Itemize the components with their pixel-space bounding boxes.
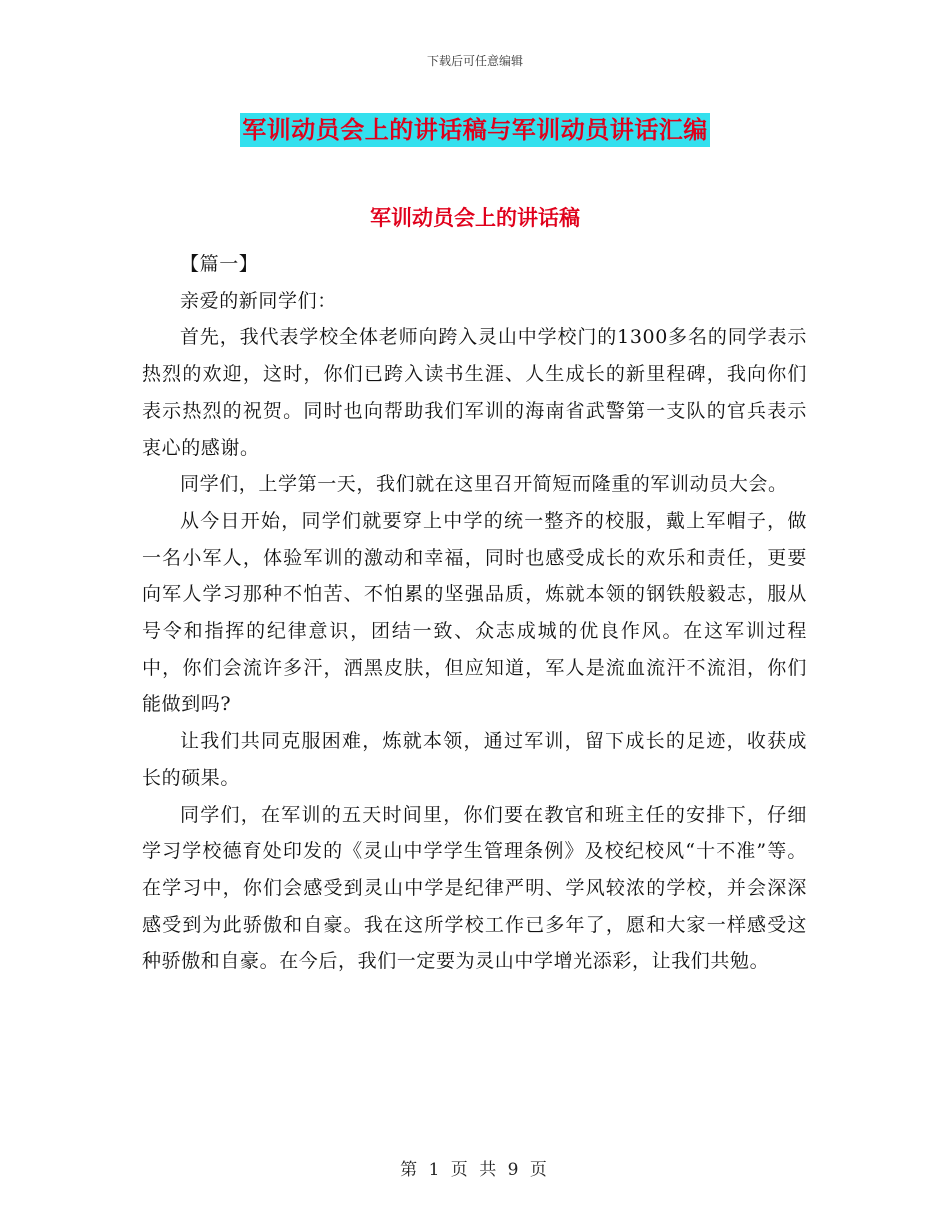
- page-indicator: 第 1 页 共 9 页: [400, 1160, 550, 1180]
- paragraph: 从今日开始，同学们就要穿上中学的统一整齐的校服，戴上军帽子，做一名小军人，体验军训的激动和幸福，同时也感受成长的欢乐和责任，更要向军人学习那种不怕苦、不怕累的坚强品质，炼就本领的钢铁般毅志，服从号令和指挥的纪律意识，团结一致、众志成城的优良作风。在这军训过程中，你们会流许多汗，洒黑皮肤，但应知道，军人是流血流汗不流泪，你们能做到吗?: [142, 509, 807, 716]
- paragraph: 首先，我代表学校全体老师向跨入灵山中学校门的1300多名的同学表示热烈的欢迎，这时，你们已跨入读书生涯、人生成长的新里程碑，我向你们表示热烈的祝贺。同时也向帮助我们军训的海南省武警第一支队的官兵表示衷心的感谢。: [142, 326, 807, 459]
- paragraph: 同学们，在军训的五天时间里，你们要在教官和班主任的安排下，仔细学习学校德育处印发的《灵山中学学生管理条例》及校纪校风“十不准”等。在学习中，你们会感受到灵山中学是纪律严明、学风较浓的学校，并会深深感受到为此骄傲和自豪。我在这所学校工作已多年了，愿和大家一样感受这种骄傲和自豪。在今后，我们一定要为灵山中学增光添彩，让我们共勉。: [142, 803, 807, 973]
- paragraph: 同学们，上学第一天，我们就在这里召开简短而隆重的军训动员大会。: [180, 473, 788, 496]
- page-header-note: 下载后可任意编辑: [426, 54, 523, 68]
- section-title: 军训动员会上的讲话稿: [370, 206, 580, 230]
- document-body: [142, 246, 807, 980]
- main-title-container: [0, 113, 950, 147]
- paragraph: 亲爱的新同学们：: [180, 289, 337, 312]
- document-main-title: 军训动员会上的讲话稿与军训动员讲话汇编: [240, 113, 710, 147]
- paragraph: 让我们共同克服困难，炼就本领，通过军训，留下成长的足迹，收获成长的硕果。: [142, 730, 807, 789]
- paragraph: 【篇一】: [180, 253, 259, 275]
